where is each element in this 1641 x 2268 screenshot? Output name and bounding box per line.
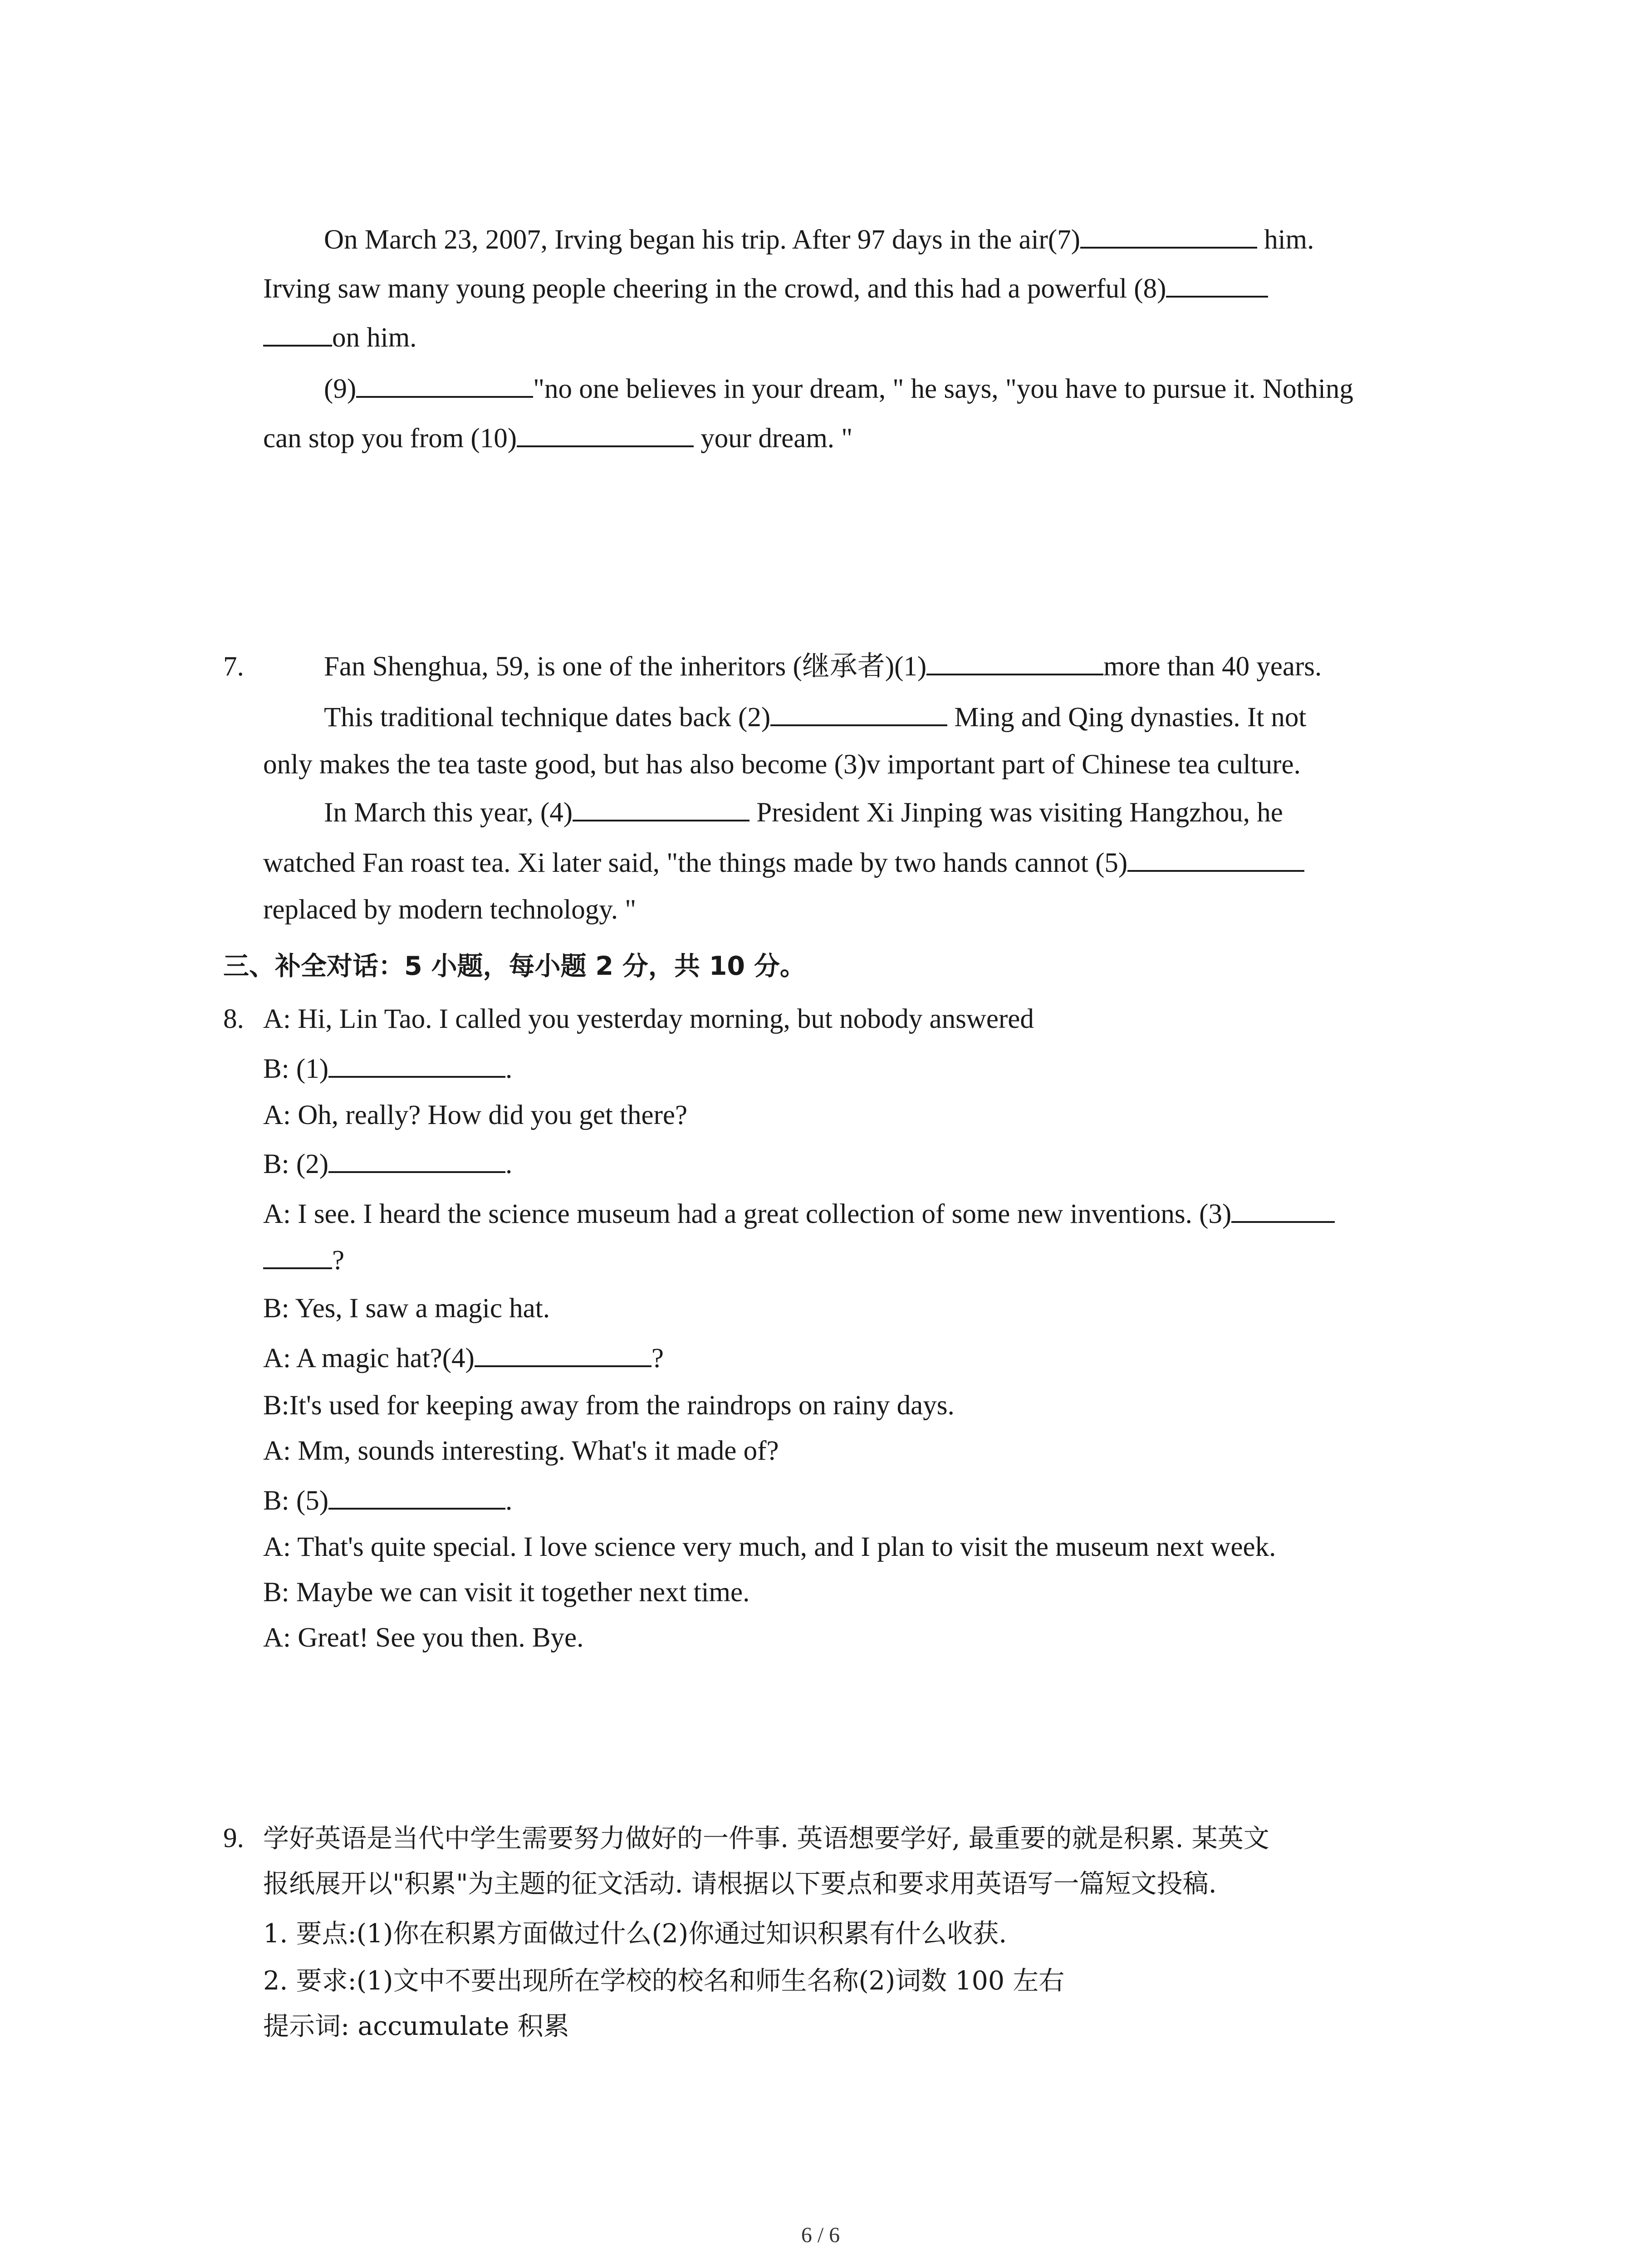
q7-text: more than 40 years. [1103,651,1322,682]
q7-line3 [263,744,1301,785]
passage6-text: Irving saw many young people cheering in the crowd, and this had a powerful (8) [263,274,1166,304]
dialogue-text: . [505,1486,513,1516]
dialogue-text: ? [332,1245,345,1276]
page-number: 6 / 6 [801,2223,840,2247]
passage6-text: him. [1257,225,1314,255]
q8-line3 [263,1095,687,1136]
q7-text: Fan Shenghua, 59, is one of the inheritors (继承者)(1) [324,651,927,682]
passage6-text: on him. [332,323,417,353]
q7-text: President Xi Jinping was visiting Hangzhou, he [749,797,1283,828]
passage6-line1 [324,220,1314,260]
passage6-text: On March 23, 2007, Irving began his trip. After 97 days in the air(7) [324,225,1080,255]
q8-line8 [263,1338,664,1379]
question-number: 8. [223,1004,244,1034]
dialogue-text: . [505,1054,513,1084]
dialogue-text: . [505,1149,513,1179]
q8-line6 [263,1240,344,1281]
q7-line2 [324,697,1306,738]
answer-blank-8b[interactable] [263,319,332,347]
dialogue-text: A: That's quite special. I love science very much, and I plan to visit the museum next week. [263,1532,1276,1562]
passage6-line4 [324,369,1353,410]
dialogue-text: A: A magic hat?(4) [263,1343,475,1374]
answer-blank-q7-2[interactable] [770,699,947,726]
writing-prompt-text: 报纸展开以"积累"为主题的征文活动. 请根据以下要点和要求用英语写一篇短文投稿. [263,1869,1217,1899]
answer-blank-q7-5[interactable] [1127,845,1304,872]
dialogue-text: A: Oh, really? How did you get there? [263,1100,688,1130]
q7-text: replaced by modern technology. " [263,894,637,925]
answer-blank-9[interactable] [356,371,533,398]
dialogue-text: ? [651,1343,664,1374]
q8-line10 [263,1431,779,1471]
q8-line9 [263,1385,955,1426]
q7-line5 [263,843,1304,884]
answer-blank-8a[interactable] [1166,270,1268,298]
q7-text: watched Fan roast tea. Xi later said, "the things made by two hands cannot (5) [263,848,1128,878]
dialogue-text: A: Great! See you then. Bye. [263,1623,584,1653]
passage6-line3 [263,318,416,358]
q8-line2 [263,1049,512,1090]
answer-blank-q7-4[interactable] [573,794,749,821]
writing-prompt-text: 学好英语是当代中学生需要努力做好的一件事. 英语想要学好, 最重要的就是积累. 某英文 [263,1823,1269,1853]
q7-text: only makes the tea taste good, but has also become (3)v important part of Chinese tea culture. [263,749,1301,780]
q8-number [223,999,244,1040]
q7-line1 [324,646,1322,687]
question-number: 9. [223,1823,244,1853]
answer-blank-q8-4[interactable] [475,1340,652,1367]
answer-blank-q8-3b[interactable] [263,1242,332,1269]
q8-line7 [263,1288,550,1329]
q7-number [223,646,244,687]
passage6-line2 [263,269,1268,309]
q9-line5 [263,2006,569,2047]
answer-blank-q7-1[interactable] [926,648,1103,675]
dialogue-text: B: (5) [263,1486,329,1516]
q9-line3 [263,1913,1007,1954]
dialogue-text: A: I see. I heard the science museum had a great collection of some new inventions. (3) [263,1199,1232,1229]
answer-blank-7[interactable] [1080,221,1257,249]
dialogue-text: B:It's used for keeping away from the raindrops on rainy days. [263,1390,955,1421]
passage6-text: "no one believes in your dream, " he says, "you have to pursue it. Nothing [533,374,1353,404]
writing-prompt-text: 1. 要点:(1)你在积累方面做过什么(2)你通过知识积累有什么收获. [263,1919,1007,1949]
q8-line12 [263,1527,1276,1568]
writing-prompt-text: 提示词: accumulate 积累 [263,2011,569,2041]
q8-line5 [263,1194,1335,1235]
answer-blank-q8-5[interactable] [328,1482,505,1510]
q8-line11 [263,1481,512,1521]
q8-line1 [263,999,1034,1040]
q9-line2 [263,1863,1217,1904]
q8-line13 [263,1572,749,1613]
dialogue-text: A: Mm, sounds interesting. What's it made of? [263,1436,779,1466]
dialogue-text: B: (1) [263,1054,329,1084]
dialogue-text: B: Maybe we can visit it together next time. [263,1577,750,1608]
q7-line4 [324,792,1283,833]
q9-line4 [263,1960,1064,2001]
answer-blank-10[interactable] [517,420,694,447]
passage6-text: (9) [324,374,357,404]
dialogue-text: B: Yes, I saw a magic hat. [263,1293,550,1324]
passage6-line5 [263,418,852,459]
q7-text: Ming and Qing dynasties. It not [947,702,1307,733]
answer-blank-q8-1[interactable] [328,1051,505,1078]
dialogue-text: B: (2) [263,1149,329,1179]
dialogue-text: A: Hi, Lin Tao. I called you yesterday morning, but nobody answered [263,1004,1034,1034]
q9-number [223,1818,244,1859]
q7-text: In March this year, (4) [324,797,573,828]
passage6-text: your dream. " [694,423,853,454]
question-number: 7. [223,651,244,682]
passage6-text: can stop you from (10) [263,423,517,454]
answer-blank-q8-2[interactable] [328,1146,505,1173]
q7-text: This traditional technique dates back (2) [324,702,771,733]
writing-prompt-text: 2. 要求:(1)文中不要出现所在学校的校名和师生名称(2)词数 100 左右 [263,1966,1065,1996]
q8-line14 [263,1618,583,1658]
answer-blank-q8-3a[interactable] [1231,1196,1335,1223]
section-heading: 三、补全对话：5 小题，每小题 2 分，共 10 分。 [223,951,806,981]
q7-line6 [263,890,636,930]
q9-line1 [263,1818,1269,1859]
q8-line4 [263,1144,512,1185]
